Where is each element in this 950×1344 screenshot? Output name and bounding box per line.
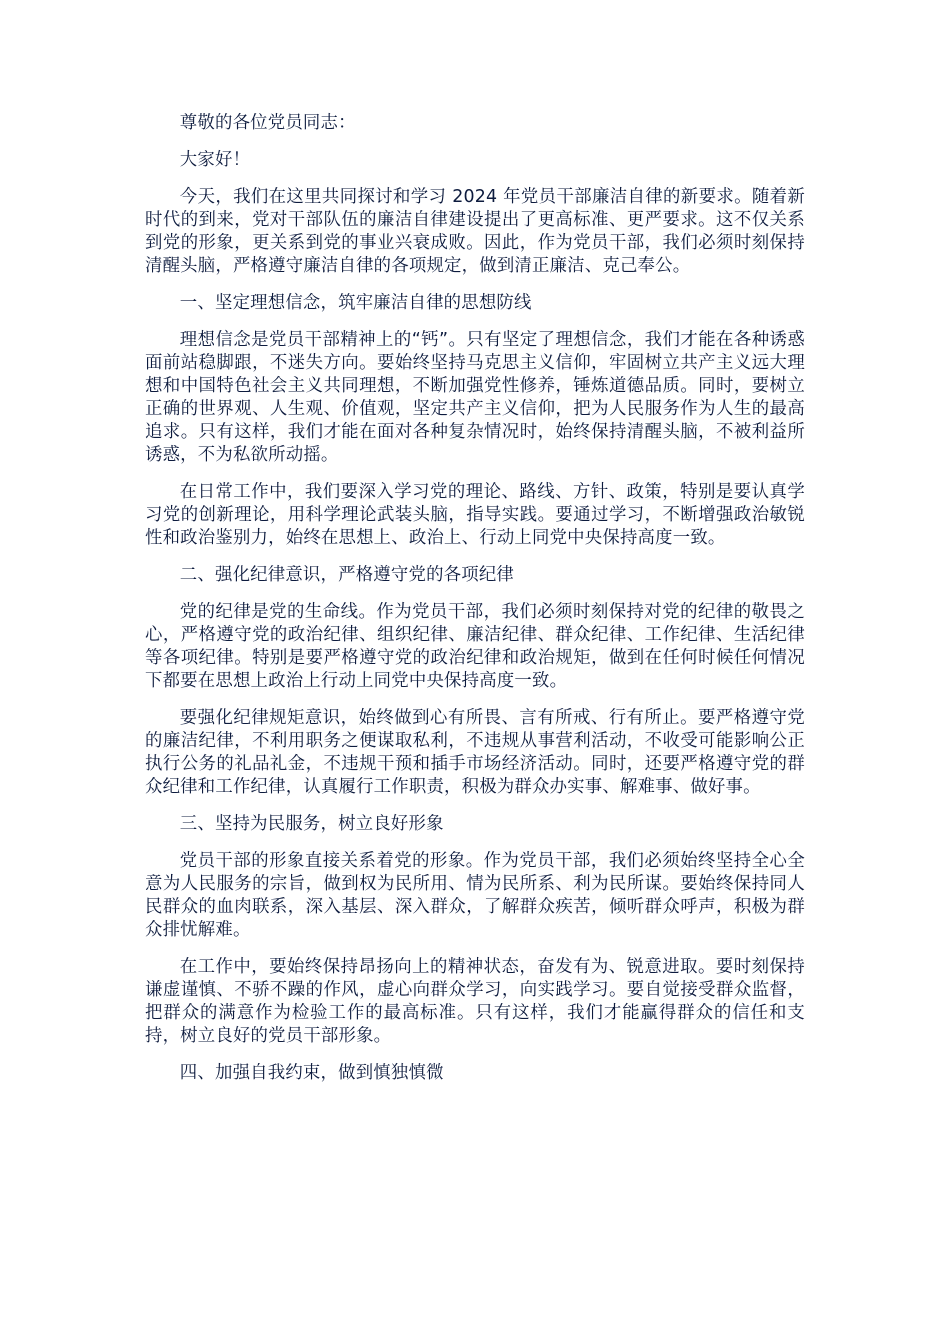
section-1-paragraph-2: 在日常工作中，我们要深入学习党的理论、路线、方针、政策，特别是要认真学习党的创新理论，用科学理论武装头脑，指导实践。要通过学习，不断增强政治敏锐性和政治鉴别力，始终在思想上、政治上、行动上同党中央保持高度一致。 xyxy=(145,482,805,548)
section-2-paragraph-2: 要强化纪律规矩意识，始终做到心有所畏、言有所戒、行有所止。要严格遵守党的廉洁纪律，不利用职务之便谋取私利，不违规从事营利活动，不收受可能影响公正执行公务的礼品礼金，不违规干预和插手市场经济活动。同时，还要严格遵守党的群众纪律和工作纪律，认真履行工作职责，积极为群众办实事、解难事、做好事。 xyxy=(145,708,805,797)
section-heading-2: 二、强化纪律意识，严格遵守党的各项纪律 xyxy=(179,565,515,585)
section-1-paragraph-1: 理想信念是党员干部精神上的“钙”。只有坚定了理想信念，我们才能在各种诱惑面前站稳脚跟，不迷失方向。要始终坚持马克思主义信仰，牢固树立共产主义远大理想和中国特色社会主义共同理想，不断加强党性修养，锤炼道德品质。同时，要树立正确的世界观、人生观、价值观，坚定共产主义信仰，把为人民服务作为人生的最高追求。只有这样，我们才能在面对各种复杂情况时，始终保持清醒头脑，不被利益所诱惑，不为私欲所动摇。 xyxy=(145,330,805,465)
intro-paragraph: 今天，我们在这里共同探讨和学习 2024 年党员干部廉洁自律的新要求。随着新时代的到来，党对干部队伍的廉洁自律建设提出了更高标准、更严要求。这不仅关系到党的形象，更关系到党的事业兴衰成败。因此，作为党员干部，我们必须时刻保持清醒头脑，严格遵守廉洁自律的各项规定，做到清正廉洁、克己奉公。 xyxy=(145,187,805,276)
section-heading-4: 四、加强自我约束，做到慎独慎微 xyxy=(179,1063,444,1083)
section-3-paragraph-1: 党员干部的形象直接关系着党的形象。作为党员干部，我们必须始终坚持全心全意为人民服务的宗旨，做到权为民所用、情为民所系、利为民所谋。要始终保持同人民群众的血肉联系，深入基层、深入群众，了解群众疾苦，倾听群众呼声，积极为群众排忧解难。 xyxy=(145,851,805,940)
section-2-paragraph-1: 党的纪律是党的生命线。作为党员干部，我们必须时刻保持对党的纪律的敬畏之心，严格遵守党的政治纪律、组织纪律、廉洁纪律、群众纪律、工作纪律、生活纪律等各项纪律。特别是要严格遵守党的政治纪律和政治规矩，做到在任何时候任何情况下都要在思想上政治上行动上同党中央保持高度一致。 xyxy=(145,602,805,691)
section-heading-3: 三、坚持为民服务，树立良好形象 xyxy=(179,814,444,834)
document-page xyxy=(145,112,805,1099)
section-heading-1: 一、坚定理想信念，筑牢廉洁自律的思想防线 xyxy=(179,293,532,313)
hello-line: 大家好！ xyxy=(179,150,251,170)
section-3-paragraph-2: 在工作中，要始终保持昂扬向上的精神状态，奋发有为、锐意进取。要时刻保持谦虚谨慎、不骄不躁的作风，虚心向群众学习，向实践学习。要自觉接受群众监督，把群众的满意作为检验工作的最高标准。只有这样，我们才能赢得群众的信任和支持，树立良好的党员干部形象。 xyxy=(145,957,805,1046)
greeting-line: 尊敬的各位党员同志： xyxy=(179,113,356,133)
